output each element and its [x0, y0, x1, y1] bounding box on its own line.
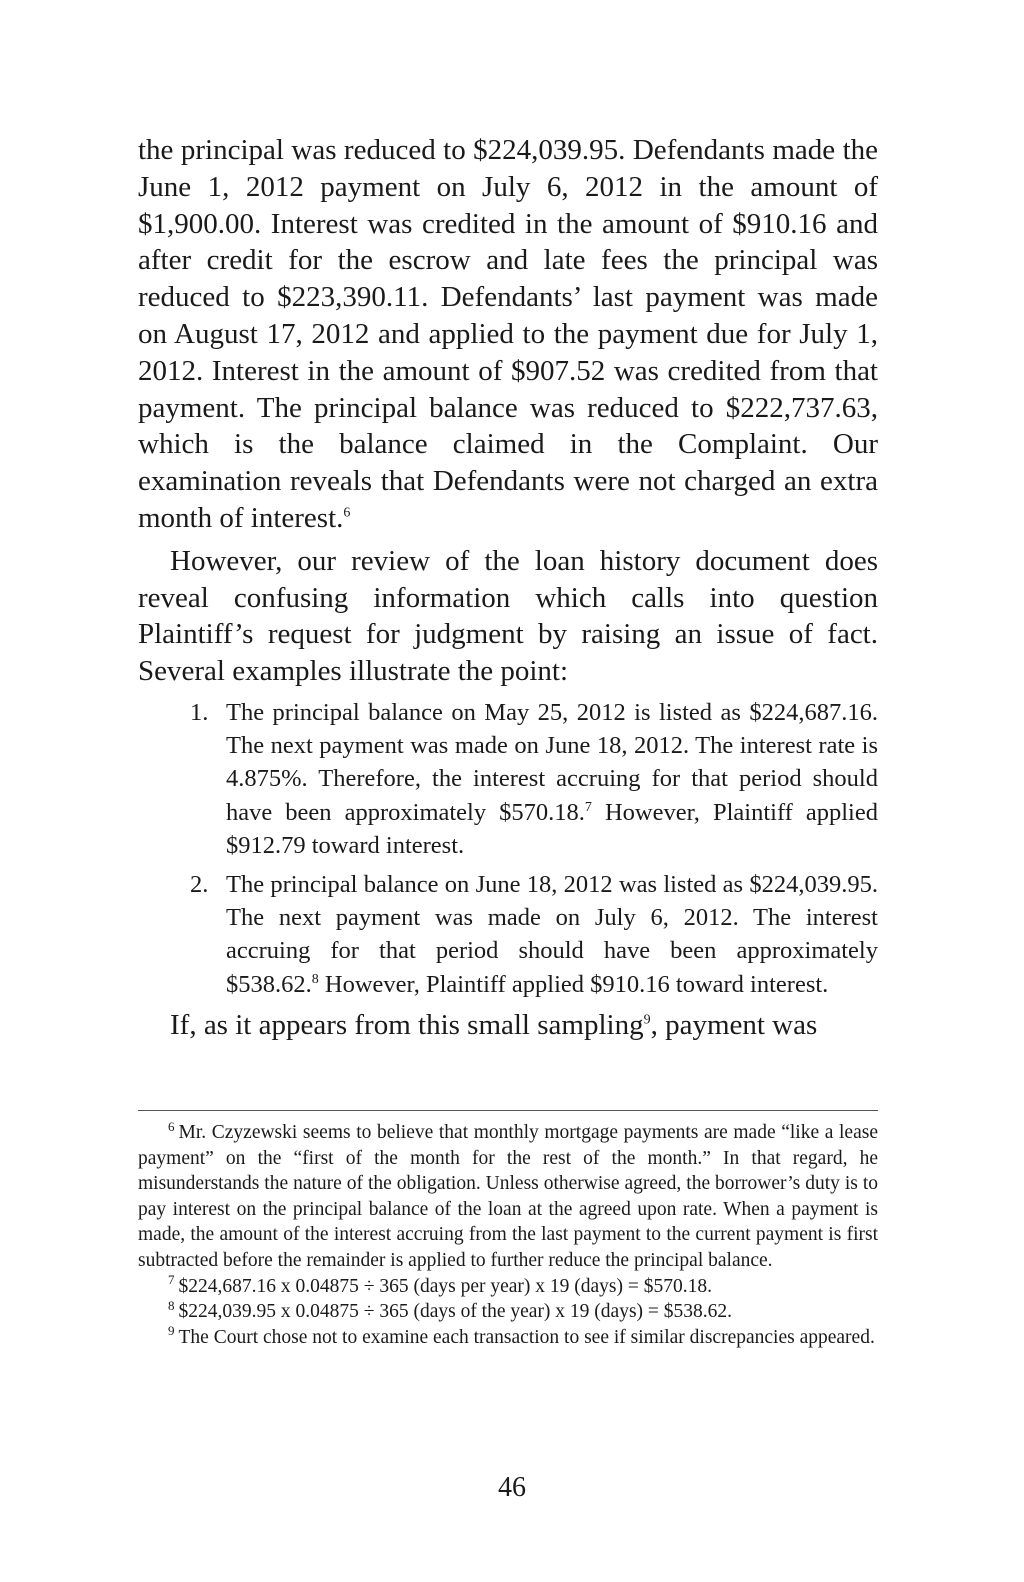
list-item-text: The principal balance on June 18, 2012 was listed as $224,039.95. The next payment was made on July 6, 2012. The interest accruing for that period should have been approximately $538.62. — [226, 870, 878, 998]
list-item-text-cont: However, Plaintiff applied $912.79 toward interest. — [226, 798, 878, 859]
list-item-number: 2. — [190, 870, 209, 898]
footnote-text: The Court chose not to examine each transaction to see if similar discrepancies appeared. — [178, 1326, 875, 1348]
footnote-7 — [138, 1274, 878, 1300]
list-item — [190, 696, 878, 862]
footnote-number: 7 — [168, 1272, 175, 1288]
footnote-text: $224,039.95 x 0.04875 ÷ 365 (days of the year) x 19 (days) = $538.62. — [178, 1301, 733, 1323]
footnote-text: $224,687.16 x 0.04875 ÷ 365 (days per year) x 19 (days) = $570.18. — [178, 1275, 712, 1297]
footnote-ref-9: 9 — [643, 1012, 651, 1028]
footnote-9 — [138, 1325, 878, 1351]
list-item-text-cont: However, Plaintiff applied $910.16 toward interest. — [318, 970, 829, 998]
footnote-divider — [138, 1110, 878, 1111]
footnote-ref-6: 6 — [343, 505, 351, 521]
opinion-body — [138, 132, 878, 1044]
list-item-text: The principal balance on May 25, 2012 is listed as $224,687.16. The next payment was made on June 18, 2012. The interest rate is 4.875%. Therefore, the interest accruing for that period should have been approximately $570.18. — [226, 698, 878, 826]
page-number: 46 — [498, 1472, 526, 1503]
footnote-8 — [138, 1299, 878, 1325]
paragraph-text: If, as it appears from this small sampling — [170, 1008, 644, 1041]
paragraph-text: the principal was reduced to $224,039.95. Defendants made the June 1, 2012 payment on July 6, 2012 in the amount of $1,900.00. Interest was credited in the amount of $910.16 and after credit for the escrow and late fees the principal was reduced to $223,390.11. Defendants’ last payment was made on August 17, 2012 and applied to the payment due for July 1, 2012. Interest in the amount of $907.52 was credited from that payment. The principal balance was reduced to $222,737.63, which is the balance claimed in the Complaint. Our examination reveals that Defendants were not charged an extra month of interest. — [138, 134, 878, 534]
footnote-ref-7: 7 — [584, 799, 592, 815]
footnote-6 — [138, 1120, 878, 1274]
paragraph-loan-history-review — [138, 543, 878, 690]
paragraph-loan-payments — [138, 132, 878, 537]
paragraph-text-cont: , payment was — [650, 1008, 818, 1041]
footnote-ref-8: 8 — [311, 971, 319, 987]
footnote-number: 9 — [168, 1323, 175, 1339]
footnote-number: 8 — [168, 1297, 175, 1313]
footnotes-section — [138, 1120, 878, 1350]
footnote-number: 6 — [168, 1118, 175, 1134]
paragraph-sampling — [138, 1007, 878, 1044]
footnote-text: Mr. Czyzewski seems to believe that monthly mortgage payments are made “like a lease payment” on the “first of the month for the rest of the month.” In that regard, he misunderstands the nature of the obligation. Unless otherwise agreed, the borrower’s duty is to pay interest on the principal balance of the loan at the agreed upon rate. When a payment is made, the amount of the interest accruing from the last payment to the current payment is first subtracted before the remainder is applied to further reduce the principal balance. — [138, 1122, 878, 1271]
paragraph-text: However, our review of the loan history document does reveal confusing information which calls into question Plaintiff’s request for judgment by raising an issue of fact. Several examples illustrate the point: — [138, 544, 878, 688]
examples-list — [138, 696, 878, 1001]
list-item — [190, 868, 878, 1001]
list-item-number: 1. — [190, 698, 209, 726]
